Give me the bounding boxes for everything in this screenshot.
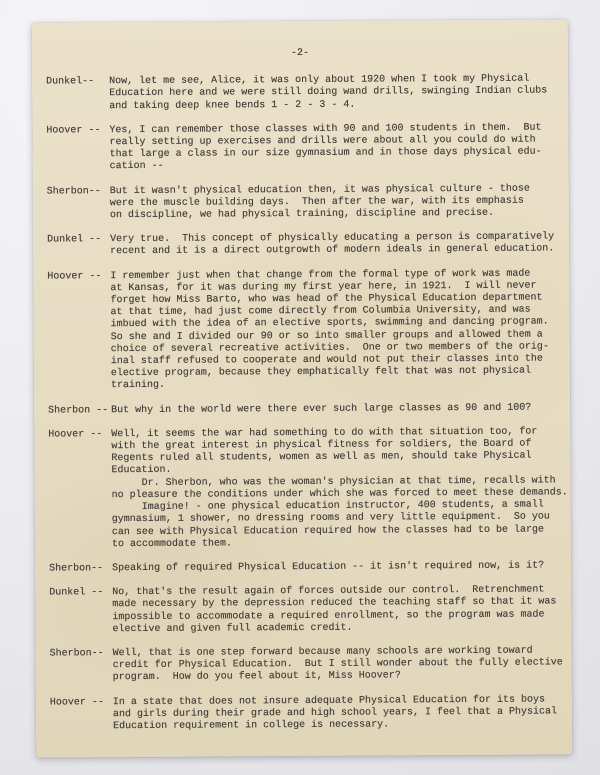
transcript-entry [49,584,571,636]
transcript-entry [47,268,570,393]
speaker-dialogue: But it wasn't physical education then, it was physical culture - those were the muscle building days. Then after the war, with its emphasis on discipline, we had physical training, discipline and precise. [109,183,530,222]
speaker-label: Hoover -- [46,125,101,137]
speaker-label: Sherbon-- [46,185,101,198]
speaker-dialogue: But why in the world were there ever such large classes as 90 and 100? [111,402,532,416]
speaker-dialogue: Yes, I can remember those classes with 90 and 100 students in them. But really setting up exercises and drills were about all you could do with that large a class in our size gymnasium and in those days physical edu- cation -- [109,122,542,173]
transcript-entry [46,122,568,174]
speaker-label: Hoover -- [47,270,102,283]
speaker-dialogue: No, that's the result again of forces outside our control. Retrenchment made necessary by the depression reduced the teaching staff so that it was impossible to accommodate a required enrollment, so the program was made elective and given full academic credit. [112,584,557,635]
speaker-dialogue: I remember just when that change from the formal type of work was made at Kansas, for it was during my first year here, in 1921. I will never forget how Miss Barto, who was head of the Physical Education department at that time, had just come directly from Columbia University, and was imbued with the idea of an elective sports, swimming and dancing program. So she and I divided our 90 or so into smaller groups and allowed them a choice of several recreative activities. One or two members of the orig- inal staff refused to cooperate and would not put their classes into the elective program, because they emphatically felt that was not physical training. [110,268,549,392]
speaker-dialogue: Well, it seems the war had something to do with that situation too, for with the great interest in physical fitness for soldiers, the Board of Regents ruled all students, women as well as men, should take Physical Education. Dr. Sherbon, who was the woman's physician at that time, recalls with no pleasure the conditions under which she was forced to meet these demands. Imagine! - one physical education instructor, 400 students, a small gymnasium, 1 shower, no dressing rooms and very little equipment. So you can see with Physical Education required how the classes had to be large to accommodate them. [111,426,568,550]
speaker-dialogue: Very true. This concept of physically educating a person is comparatively recent and it is a direct outgrowth of modern ideals in general education. [110,231,555,258]
transcript-entry [47,183,569,223]
speaker-label: Dunkel-- [46,76,95,88]
speaker-label: Hoover -- [48,429,103,441]
transcript-entry [50,694,572,734]
transcript-entry [46,74,568,114]
document-page [32,19,572,757]
page-number: -2- [290,47,309,60]
speaker-label: Dunkel -- [47,234,102,246]
transcript-entry [48,426,571,551]
speaker-dialogue: Well, that is one step forward because many schools are working toward credit for Physical Education. But I still wonder about the fully elective program. How do you feel about it, Miss Hoover? [112,645,563,684]
transcript-entry [48,402,570,417]
speaker-label: Dunkel -- [49,587,104,599]
transcript-entry [47,232,569,260]
speaker-dialogue: In a state that does not insure adequate Physical Education for its boys and girls during their grade and high school years, I feel that a Physical Education requirement in college is necessary. [112,694,558,733]
speaker-label: Hoover -- [49,696,104,709]
transcript-entry [49,560,571,575]
speaker-dialogue: Speaking of required Physical Education -- it isn't required now, is it? [112,560,545,575]
speaker-label: Sherbon-- [49,563,104,575]
speaker-label: Sherbon -- [48,404,109,417]
speaker-dialogue: Now, let me see, Alice, it was only about 1920 when I took my Physical Education here and we were still doing wand drills, swinging Indian clubs and taking deep knee bends 1 - 2 - 3 - 4. [109,73,548,112]
transcript [46,74,572,734]
speaker-label: Sherbon-- [49,648,104,660]
transcript-entry [50,645,572,685]
